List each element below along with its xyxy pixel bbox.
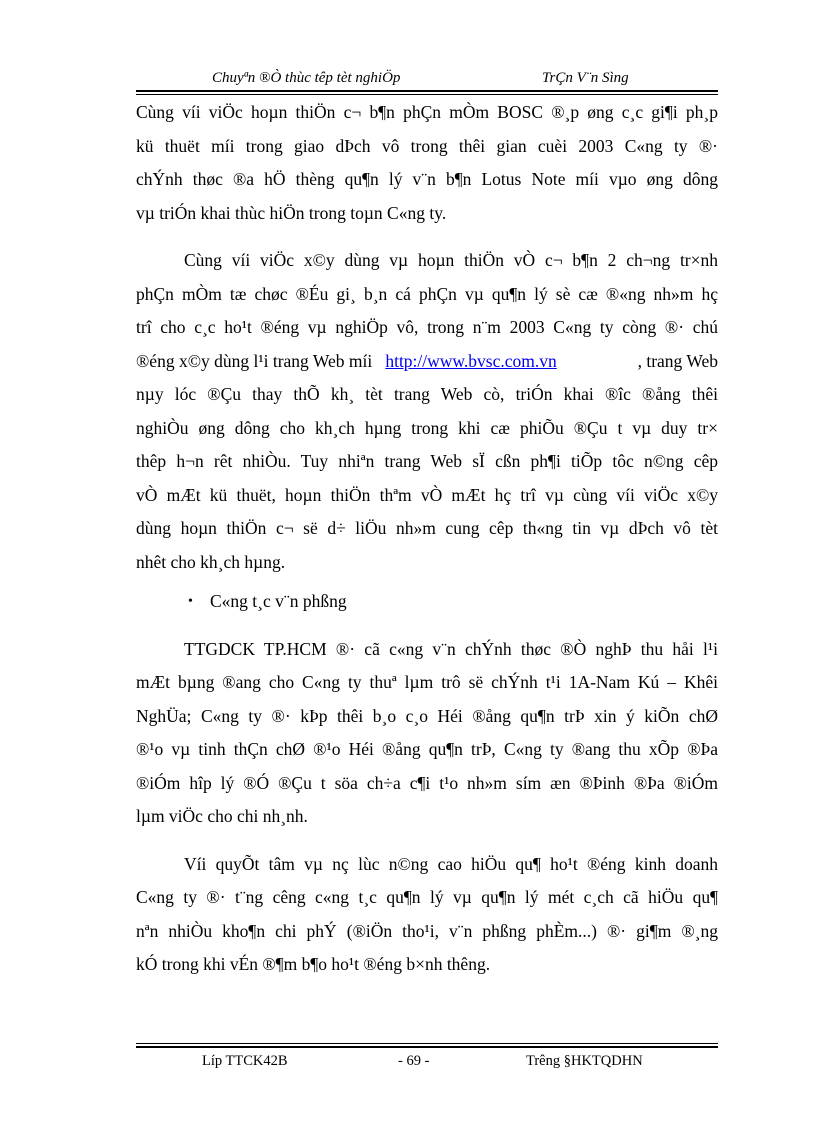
page-footer: [136, 1043, 718, 1073]
text-line: nhêt cho kh¸ch hµng.: [136, 551, 286, 572]
text-line: dùng hoµn thiÖn c¬ së d÷ liÖu nh»m cung cêp th«ng tin vµ dÞch vô tèt: [136, 518, 718, 538]
text-line: nghiÒu øng dông cho kh¸ch hµng trong khi cæ phiÕu ®Çu t vµ duy tr×: [136, 417, 718, 438]
text-segment: , trang Web: [637, 350, 718, 371]
text-line: mÆt bµng ®ang cho C«ng ty thuª lµm trô së chÝnh t¹i 1A-Nam Kú – Khêi: [136, 672, 718, 692]
document-body: [136, 96, 718, 982]
footer-class: Líp TTCK42B: [202, 1053, 288, 1069]
header-author: TrÇn V¨n Sìng: [542, 70, 629, 86]
text-line: kü thuët míi trong giao dÞch vô trong thêi gian cuèi 2003 C«ng ty ®·: [136, 135, 718, 156]
paragraph-3: [136, 633, 718, 834]
header-rule-thin: [136, 94, 718, 95]
text-line: TTGDCK TP.HCM ®· cã c«ng v¨n chÝnh thøc ®Ò nghÞ thu håi l¹i: [184, 638, 718, 659]
text-line: lµm viÖc cho chi nh¸nh.: [136, 806, 308, 826]
footer-rule-thin: [136, 1043, 718, 1044]
text-line: vµ triÓn khai thùc hiÖn trong toµn C«ng ty.: [136, 202, 447, 223]
text-line: kÓ trong khi vÉn ®¶m b¶o ho¹t ®éng b×nh thêng.: [136, 954, 491, 974]
text-line: nµy lóc ®Çu thay thÕ kh¸ tèt trang Web cò, triÓn khai ®îc ®ång thêi: [136, 384, 718, 404]
website-link[interactable]: http://www.bvsc.com.vn: [385, 350, 557, 371]
paragraph-2: [136, 244, 718, 579]
text-segment: ®éng x©y dùng l¹i trang Web míi: [136, 350, 373, 371]
page-header: [136, 68, 718, 90]
text-line: C«ng ty ®· t¨ng cêng c«ng t¸c qu¶n lý vµ qu¶n lý mét c¸ch cã hiÖu qu¶: [136, 887, 718, 907]
paragraph-1: [136, 96, 718, 230]
text-line: Cùng víi viÖc hoµn thiÖn c¬ b¶n phÇn mÒm BOSC ®¸p øng c¸c gi¶i ph¸p: [136, 102, 718, 122]
bullet-item: [136, 585, 718, 619]
text-line: nªn nhiÒu kho¶n chi phÝ (®iÖn tho¹i, v¨n phßng phÈm...) ®· gi¶m ®¸ng: [136, 920, 718, 941]
bullet-icon: •: [188, 594, 193, 609]
text-line: Cùng víi viÖc x©y dùng vµ hoµn thiÖn vÒ c¬ b¶n 2 ch¬ng tr×nh: [184, 250, 718, 270]
header-rule: [136, 90, 718, 92]
text-line: phÇn mÒm tæ chøc ®Éu gi¸ b¸n cá phÇn vµ qu¶n lý sè cæ ®«ng nh»m hç: [136, 283, 718, 304]
header-title: Chuyªn ®Ò thùc têp tèt nghiÖp: [212, 70, 401, 86]
text-line-with-link: [136, 345, 718, 379]
text-line: chÝnh thøc ®a hÖ thèng qu¶n lý v¨n b¶n Lotus Note míi vµo øng dông: [136, 169, 718, 189]
text-line: NghÜa; C«ng ty ®· kÞp thêi b¸o c¸o Héi ®ång qu¶n trÞ xin ý kiÕn chØ: [136, 705, 718, 726]
bullet-text: C«ng t¸c v¨n phßng: [210, 591, 347, 611]
text-line: ®¹o vµ tinh thÇn chØ ®¹o Héi ®ång qu¶n trÞ, C«ng ty ®ang thu xÕp ®Þa: [136, 739, 718, 759]
footer-school: Trêng §HKTQDHN: [526, 1053, 643, 1069]
text-line: ®iÓm hîp lý ®Ó ®Çu t söa ch÷a c¶i t¹o nh»m sím æn ®Þinh ®Þa ®iÓm: [136, 772, 718, 793]
page-number: - 69 -: [398, 1053, 430, 1069]
text-line: vÒ mÆt kü thuët, hoµn thiÖn thªm vÒ mÆt hç trî vµ cùng víi viÖc x©y: [136, 484, 718, 505]
paragraph-4: [136, 848, 718, 982]
text-line: Víi quyÕt tâm vµ nç lùc n©ng cao hiÖu qu¶ ho¹t ®éng kinh doanh: [184, 853, 718, 874]
text-line: trî cho c¸c ho¹t ®éng vµ nghiÖp vô, trong n¨m 2003 C«ng ty còng ®· chú: [136, 317, 718, 337]
footer-rule: [136, 1046, 718, 1048]
text-line: thêp h¬n rêt nhiÒu. Tuy nhiªn trang Web sÏ cßn ph¶i tiÕp tôc n©ng cêp: [136, 451, 718, 471]
